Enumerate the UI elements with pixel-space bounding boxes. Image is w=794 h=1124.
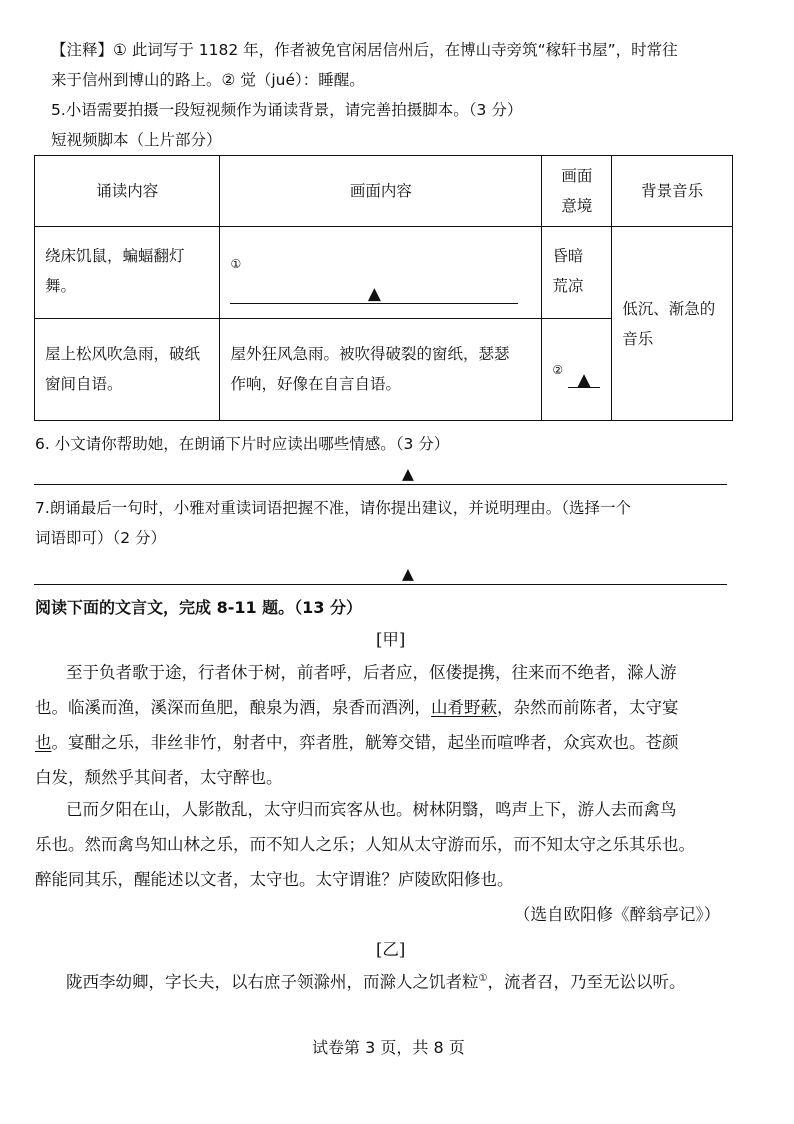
jia-paragraph-2-line-3: 醉能同其乐，醒能述以文者，太守也。太守谓谁？庐陵欧阳修也。 [35,870,514,889]
row1-mood [542,227,612,319]
text-jia-label: [甲] [376,630,406,649]
jia-paragraph-1-line-4: 白发，颓然乎其间者，太守醉也。 [35,768,283,787]
underlined-phrase: 也 [35,733,52,752]
music-line-1: 低沉、渐急的 [622,299,716,318]
jia-text-segment: ，杂然而前陈者，太守宴 [497,698,679,717]
row1-recite-line-1: 绕床饥鼠，蝙蝠翻灯 [45,247,185,265]
jia-text-segment: 也。临溪而渔，溪深而鱼肥，酿泉为酒，泉香而酒洌， [35,698,431,717]
question-7-prompt-line-1: 7.朗诵最后一句时，小雅对重读词语把握不准，请你提出建议，并说明理由。（选择一个 [35,499,632,517]
annotation-line-2: 来于信州到博山的路上。② 觉（jué）：睡醒。 [51,71,365,89]
header-recite: 诵读内容 [35,156,220,227]
jia-paragraph-1-line-2 [35,698,679,718]
header-mood [542,156,612,227]
header-scene: 画面内容 [220,156,542,227]
question-7-prompt-line-2: 词语即可）（2 分） [35,529,167,547]
table-row [35,227,733,319]
row2-scene-line-1: 屋外狂风急雨。被吹得破裂的窗纸，瑟瑟 [230,345,510,363]
annotation-line-1: 【注释】① 此词写于 1182 年，作者被免官闲居信州后，在博山寺旁筑“稼轩书屋”，时常往 [51,41,678,59]
row2-mood [542,319,612,421]
question-6-prompt: 6. 小文请你帮助她，在朗诵下片时应读出哪些情感。（3 分） [35,435,450,453]
script-table-title: 短视频脚本（上片部分） [51,131,222,149]
answer-line-q7[interactable] [34,584,727,585]
question-5-prompt: 5.小语需要拍摄一段短视频作为诵读背景，请完善拍摄脚本。（3 分） [51,101,523,119]
video-script-table [34,155,733,421]
scene-answer-blank-1[interactable] [230,279,518,304]
row1-scene [220,227,542,319]
reading-section-heading: 阅读下面的文言文，完成 8-11 题。（13 分） [35,598,363,617]
header-music: 背景音乐 [612,156,733,227]
header-mood-line-1: 画面 [561,167,593,185]
footnote-marker: ① [478,973,488,984]
answer-triangle-marker: ▲ [402,465,414,483]
yi-text-segment: ，流者召，乃至无讼以听。 [487,972,686,992]
answer-line-q6[interactable] [34,484,727,485]
header-mood-line-2: 意境 [561,197,593,215]
underlined-phrase: 山肴野蔌 [431,698,497,717]
mood-answer-blank-2[interactable] [568,365,600,388]
page-footer: 试卷第 3 页，共 8 页 [312,1038,465,1057]
table-header-row [35,156,733,227]
row1-mood-line-1: 昏暗 [552,247,584,265]
row1-recite [35,227,220,319]
row2-recite-line-2: 窗间自语。 [45,375,123,393]
yi-line-1 [66,969,685,993]
yi-text-segment: 陇西李幼卿，字长夫，以右庶子领滁州，而滁人之饥者粒 [66,972,479,992]
row2-recite-line-1: 屋上松风吹急雨，破纸 [45,345,201,363]
jia-paragraph-2-line-1: 已而夕阳在山，人影散乱，太守归而宾客从也。树林阴翳，鸣声上下，游人去而禽鸟 [66,800,677,819]
row2-recite [35,319,220,421]
text-yi-label: [乙] [376,940,406,959]
jia-text-segment: 。宴酣之乐，非丝非竹，射者中，弈者胜，觥筹交错，起坐而喧哗者，众宾欢也。苍颜 [51,733,679,752]
answer-triangle-marker: ▲ [367,284,381,304]
row2-scene-line-2: 作响，好像在自言自语。 [230,375,401,393]
jia-paragraph-1-line-3 [35,733,679,753]
row2-scene [220,319,542,421]
answer-triangle-marker: ▲ [402,565,414,583]
jia-paragraph-2-line-2: 乐也。然而禽鸟知山林之乐，而不知人之乐；人知从太守游而乐，而不知太守之乐其乐也。 [35,835,695,854]
circled-number-1: ① [230,257,242,271]
answer-triangle-marker: ▲ [577,370,591,390]
background-music-cell [612,227,733,421]
jia-paragraph-1-line-1: 至于负者歌于途，行者休于树，前者呼，后者应，伛偻提携，往来而不绝者，滁人游 [66,663,677,682]
music-line-2: 音乐 [622,329,654,348]
row1-mood-line-2: 荒凉 [552,277,584,295]
circled-number-2: ② [552,363,564,377]
row1-recite-line-2: 舞。 [45,277,77,295]
source-citation: （选自欧阳修《醉翁亭记》） [514,905,721,924]
